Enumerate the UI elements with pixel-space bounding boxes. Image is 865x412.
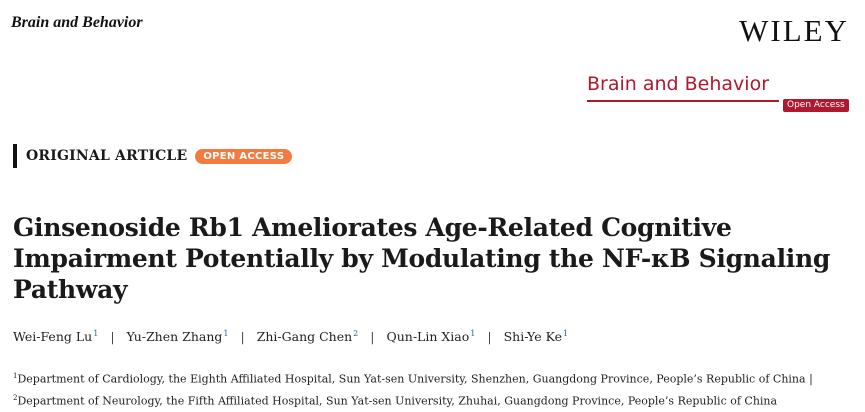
brand-title: Brain and Behavior xyxy=(587,73,770,95)
article-type-row xyxy=(13,144,292,168)
journal-brand-logo[interactable] xyxy=(587,73,849,115)
author[interactable] xyxy=(257,329,359,344)
publisher-logo[interactable]: WILEY xyxy=(739,13,849,48)
brand-rule xyxy=(587,100,779,102)
author-list xyxy=(13,329,568,344)
journal-name-header: Brain and Behavior xyxy=(11,14,143,31)
article-title: Ginsenoside Rb1 Ameliorates Age-Related Cognitive Impairment Potentially by Modulating the NF-κB Signaling Pathway xyxy=(13,213,831,304)
author-separator: | xyxy=(240,329,245,345)
author-name[interactable]: Zhi-Gang Chen xyxy=(256,329,353,345)
affiliations xyxy=(13,367,855,410)
affiliation-number: 2 xyxy=(13,393,18,402)
author-affiliation-ref[interactable]: 1 xyxy=(470,329,476,338)
open-access-pill: OPEN ACCESS xyxy=(195,149,292,164)
author-name[interactable]: Wei-Feng Lu xyxy=(13,329,93,345)
author[interactable] xyxy=(127,329,229,344)
author-separator: | xyxy=(110,329,115,345)
article-type-bar xyxy=(13,144,17,168)
author-name[interactable]: Qun-Lin Xiao xyxy=(386,329,470,345)
open-access-badge: Open Access xyxy=(783,99,849,112)
affiliation-separator: | xyxy=(809,372,813,386)
author-affiliation-ref[interactable]: 2 xyxy=(353,329,359,338)
author-affiliation-ref[interactable]: 1 xyxy=(223,329,229,338)
affiliation-number: 1 xyxy=(13,372,18,380)
author-name[interactable]: Yu-Zhen Zhang xyxy=(126,329,223,345)
author-name[interactable]: Shi-Ye Ke xyxy=(503,329,562,345)
article-type: ORIGINAL ARTICLE xyxy=(26,148,188,164)
author-separator: | xyxy=(370,329,375,345)
author[interactable] xyxy=(504,329,569,344)
affiliation-text: Department of Neurology, the Fifth Affiliated Hospital, Sun Yat-sen University, Zhuhai, Guangdong Province, People’s Republic of China xyxy=(17,394,778,408)
author[interactable] xyxy=(386,329,475,344)
author-affiliation-ref[interactable]: 1 xyxy=(93,329,99,338)
author-separator: | xyxy=(487,329,492,345)
affiliation-text: Department of Cardiology, the Eighth Affiliated Hospital, Sun Yat-sen University, Shenzhen, Guangdong Province, People’s Republic of China xyxy=(17,372,806,386)
author-affiliation-ref[interactable]: 1 xyxy=(562,329,569,338)
author[interactable] xyxy=(13,329,98,344)
